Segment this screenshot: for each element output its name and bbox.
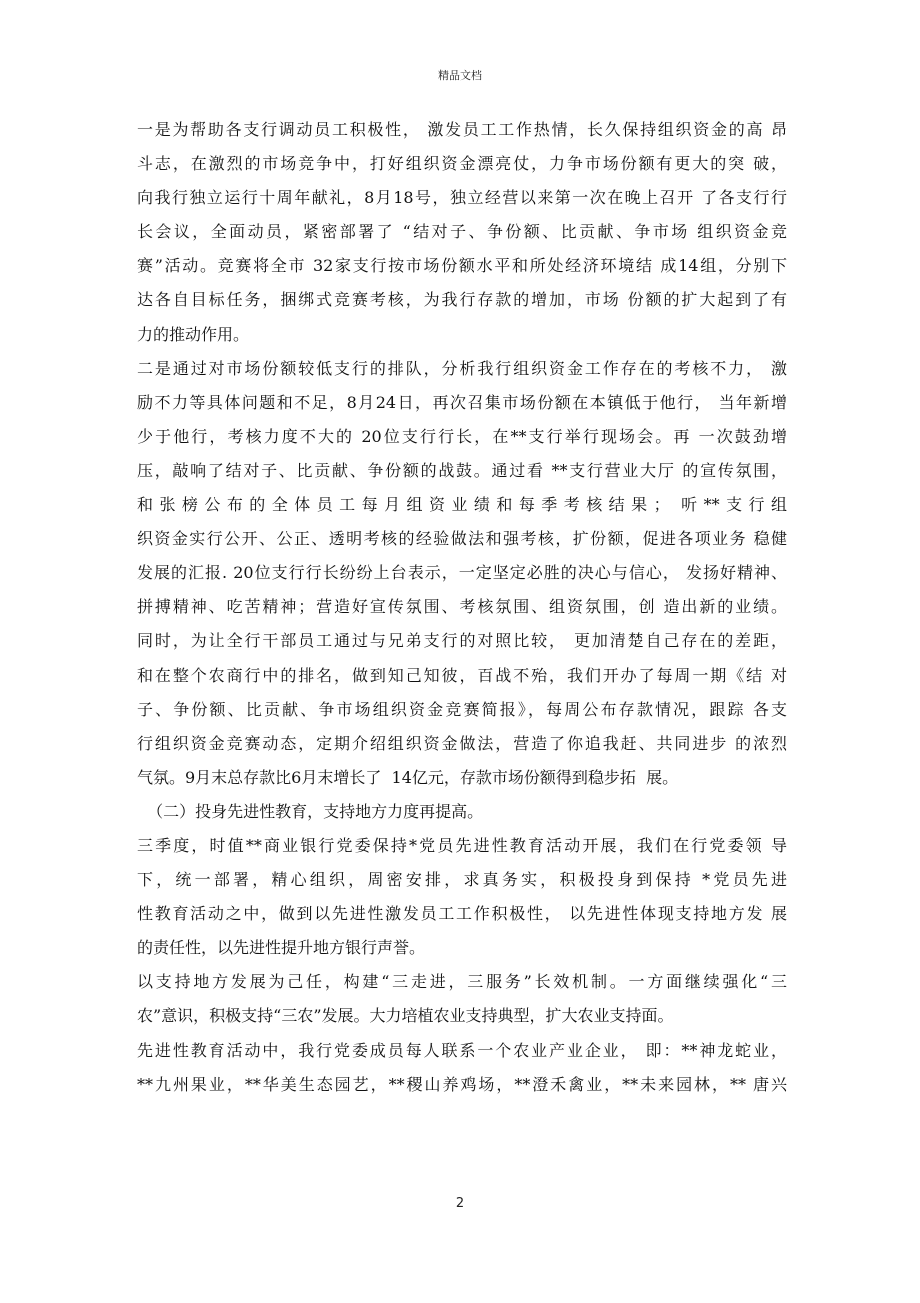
text-line: 先进性教育活动中，我行党委成员每人联系一个农业产业企业， 即：**神龙蛇业， (137, 1040, 787, 1060)
text-line: 向我行独立运行十周年献礼，8月18号，独立经营以来第一次在晚上召开 了各支行行 (137, 188, 787, 208)
text-line: 农”意识，积极支持“三农”发展。大力培植农业支持典型，扩大农业支持面。 (137, 1006, 674, 1026)
text-line: 性教育活动之中，做到以先进性激发员工工作积极性， 以先进性体现支持地方发 展 (137, 904, 787, 924)
text-line: 行组织资金竞赛动态，定期介绍组织资金做法，营造了你追我赶、共同进步 的浓烈 (137, 733, 787, 753)
page-number: 2 (455, 1196, 465, 1211)
section-heading: （二）投身先进性教育，支持地方力度再提高。 (137, 801, 484, 821)
text-line: 和在整个农商行中的排名，做到知己知彼，百战不殆，我们开办了每周一期《结 对 (137, 665, 787, 685)
text-line: 压，敲响了结对子、比贡献、争份额的战鼓。通过看 **支行营业大厅 的宣传氛围， (137, 460, 787, 480)
text-line: 斗志，在激烈的市场竞争中，打好组织资金漂亮仗，力争市场份额有更大的突 破， (137, 154, 787, 174)
text-line: 织资金实行公开、公正、透明考核的经验做法和强考核，扩份额，促进各项业务 稳健 (137, 529, 787, 549)
text-line: 和张榜公布的全体员工每月组资业绩和每季考核结果； 听**支行组 (137, 495, 787, 515)
text-line: 三季度，时值**商业银行党委保持*党员先进性教育活动开展，我们在行党委领 导 (137, 835, 787, 855)
text-line: 力的推动作用。 (137, 324, 250, 344)
text-line: 赛”活动。竞赛将全市 32家支行按市场份额水平和所处经济环境结 成14组，分别下 (137, 256, 787, 276)
document-body (137, 113, 787, 1102)
text-line: 少于他行，考核力度不大的 20位支行行长，在**支行举行现场会。再 一次鼓劲增 (137, 426, 787, 446)
text-line: 子、争份额、比贡献、争市场组织资金竞赛简报》，每周公布存款情况，跟踪 各支 (137, 699, 787, 719)
text-line: 发展的汇报. 20位支行行长纷纷上台表示，一定坚定必胜的决心与信心， 发扬好精神、 (137, 563, 787, 583)
text-line: **九州果业，**华美生态园艺，**稷山养鸡场，**澄禾禽业，**未来园林，** 唐兴 (137, 1074, 787, 1094)
text-line: 下，统一部署，精心组织，周密安排，求真务实，积极投身到保持 *党员先进 (137, 870, 787, 890)
text-line: 长会议，全面动员，紧密部署了 “结对子、争份额、比贡献、争市场 组织资金竞 (137, 222, 787, 242)
text-line: 以支持地方发展为己任，构建“三走进，三服务”长效机制。一方面继续强化“三 (137, 972, 787, 992)
text-line: 一是为帮助各支行调动员工积极性， 激发员工工作热情，长久保持组织资金的高 昂 (137, 120, 787, 139)
text-line: 拼搏精神、吃苦精神；营造好宣传氛围、考核氛围、组资氛围，创 造出新的业绩。 (137, 597, 787, 617)
text-line: 气氛。9月末总存款比6月末增长了 14亿元，存款市场份额得到稳步拓 展。 (137, 767, 679, 787)
page-header: 精品文档 (438, 69, 482, 82)
text-line: 励不力等具体问题和不足，8月24日，再次召集市场份额在本镇低于他行， 当年新增 (137, 392, 787, 412)
text-line: 同时，为让全行干部员工通过与兄弟支行的对照比较， 更加清楚自己存在的差距， (137, 631, 787, 651)
text-line: 达各自目标任务，捆绑式竞赛考核，为我行存款的增加，市场 份额的扩大起到了有 (137, 290, 787, 310)
text-line: 二是通过对市场份额较低支行的排队，分析我行组织资金工作存在的考核不力， 激 (137, 358, 787, 378)
text-line: 的责任性，以先进性提升地方银行声誉。 (137, 938, 426, 958)
